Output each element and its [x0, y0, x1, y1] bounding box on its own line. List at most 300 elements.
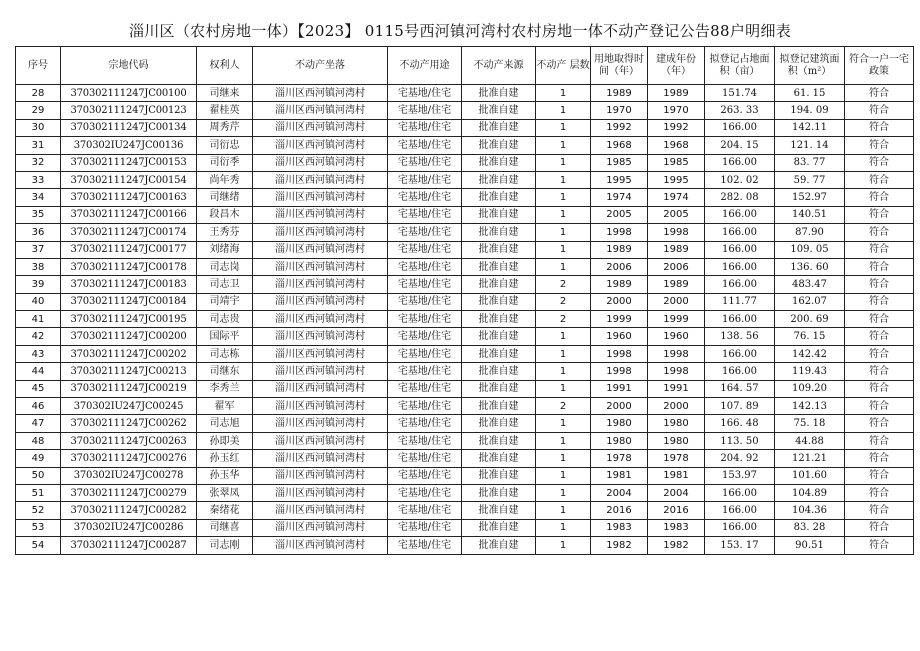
table-row	[16, 432, 914, 449]
floors-cell: 1	[536, 171, 591, 188]
land-year-cell: 1980	[591, 432, 648, 449]
owner-cell: 司衍季	[197, 154, 253, 171]
location-cell: 淄川区西河镇河湾村	[253, 154, 388, 171]
build-year-cell: 2000	[648, 398, 705, 415]
building-area-cell: 44.88	[775, 432, 845, 449]
floors-cell: 1	[536, 415, 591, 432]
seq-cell: 36	[16, 224, 61, 241]
policy-cell: 符合	[845, 189, 914, 206]
owner-cell: 翟桂英	[197, 102, 253, 119]
parcel-code-cell: 370302111247JC00183	[61, 276, 197, 293]
floors-cell: 1	[536, 119, 591, 136]
parcel-code-cell: 370302IU247JC00245	[61, 398, 197, 415]
source-cell: 批准自建	[462, 102, 536, 119]
build-year-cell: 1989	[648, 85, 705, 102]
building-area-cell: 194. 09	[775, 102, 845, 119]
owner-cell: 段昌木	[197, 206, 253, 223]
location-cell: 淄川区西河镇河湾村	[253, 206, 388, 223]
build-year-cell: 1989	[648, 276, 705, 293]
land-area-cell: 282. 08	[705, 189, 775, 206]
build-year-cell: 1995	[648, 171, 705, 188]
land-area-cell: 111.77	[705, 293, 775, 310]
owner-cell: 李秀兰	[197, 380, 253, 397]
land-area-cell: 263. 33	[705, 102, 775, 119]
land-area-cell: 164. 57	[705, 380, 775, 397]
policy-cell: 符合	[845, 450, 914, 467]
use-cell: 宅基地/住宅	[388, 363, 462, 380]
use-cell: 宅基地/住宅	[388, 189, 462, 206]
land-year-cell: 1989	[591, 276, 648, 293]
land-area-cell: 204. 92	[705, 450, 775, 467]
land-area-cell: 102. 02	[705, 171, 775, 188]
col-header-parcel-code: 宗地代码	[61, 47, 197, 85]
floors-cell: 2	[536, 311, 591, 328]
floors-cell: 1	[536, 328, 591, 345]
parcel-code-cell: 370302111247JC00282	[61, 502, 197, 519]
parcel-code-cell: 370302111247JC00200	[61, 328, 197, 345]
land-year-cell: 2000	[591, 293, 648, 310]
seq-cell: 28	[16, 85, 61, 102]
owner-cell: 司继绪	[197, 189, 253, 206]
land-year-cell: 1989	[591, 85, 648, 102]
floors-cell: 1	[536, 345, 591, 362]
owner-cell: 孙玉华	[197, 467, 253, 484]
table-row	[16, 258, 914, 275]
source-cell: 批准自建	[462, 415, 536, 432]
policy-cell: 符合	[845, 85, 914, 102]
table-row	[16, 206, 914, 223]
parcel-code-cell: 370302111247JC00262	[61, 415, 197, 432]
owner-cell: 刘绪海	[197, 241, 253, 258]
parcel-code-cell: 370302111247JC00263	[61, 432, 197, 449]
owner-cell: 国际平	[197, 328, 253, 345]
owner-cell: 秦绪花	[197, 502, 253, 519]
building-area-cell: 162.07	[775, 293, 845, 310]
policy-cell: 符合	[845, 345, 914, 362]
building-area-cell: 121. 14	[775, 137, 845, 154]
use-cell: 宅基地/住宅	[388, 467, 462, 484]
source-cell: 批准自建	[462, 224, 536, 241]
source-cell: 批准自建	[462, 276, 536, 293]
col-header-land-area: 拟登记占地面积（亩）	[705, 47, 775, 85]
land-area-cell: 166.00	[705, 502, 775, 519]
source-cell: 批准自建	[462, 258, 536, 275]
use-cell: 宅基地/住宅	[388, 154, 462, 171]
use-cell: 宅基地/住宅	[388, 415, 462, 432]
owner-cell: 司志旭	[197, 415, 253, 432]
policy-cell: 符合	[845, 293, 914, 310]
parcel-code-cell: 370302111247JC00123	[61, 102, 197, 119]
use-cell: 宅基地/住宅	[388, 345, 462, 362]
source-cell: 批准自建	[462, 241, 536, 258]
parcel-code-cell: 370302111247JC00279	[61, 484, 197, 501]
build-year-cell: 1980	[648, 415, 705, 432]
land-year-cell: 1998	[591, 224, 648, 241]
use-cell: 宅基地/住宅	[388, 398, 462, 415]
seq-cell: 54	[16, 537, 61, 554]
land-area-cell: 166. 48	[705, 415, 775, 432]
land-area-cell: 153.97	[705, 467, 775, 484]
build-year-cell: 1999	[648, 311, 705, 328]
table-header-row	[16, 47, 914, 85]
build-year-cell: 2004	[648, 484, 705, 501]
owner-cell: 司志贵	[197, 311, 253, 328]
parcel-code-cell: 370302111247JC00276	[61, 450, 197, 467]
floors-cell: 1	[536, 537, 591, 554]
floors-cell: 1	[536, 363, 591, 380]
use-cell: 宅基地/住宅	[388, 85, 462, 102]
build-year-cell: 1985	[648, 154, 705, 171]
land-area-cell: 166.00	[705, 311, 775, 328]
policy-cell: 符合	[845, 537, 914, 554]
land-area-cell: 153. 17	[705, 537, 775, 554]
building-area-cell: 61. 15	[775, 85, 845, 102]
policy-cell: 符合	[845, 432, 914, 449]
col-header-owner: 权利人	[197, 47, 253, 85]
building-area-cell: 104.89	[775, 484, 845, 501]
land-year-cell: 1974	[591, 189, 648, 206]
building-area-cell: 483.47	[775, 276, 845, 293]
use-cell: 宅基地/住宅	[388, 502, 462, 519]
land-year-cell: 1998	[591, 345, 648, 362]
owner-cell: 周秀芹	[197, 119, 253, 136]
building-area-cell: 121.21	[775, 450, 845, 467]
use-cell: 宅基地/住宅	[388, 311, 462, 328]
land-year-cell: 1983	[591, 519, 648, 536]
land-area-cell: 166.00	[705, 206, 775, 223]
seq-cell: 40	[16, 293, 61, 310]
build-year-cell: 1970	[648, 102, 705, 119]
policy-cell: 符合	[845, 154, 914, 171]
land-year-cell: 1989	[591, 241, 648, 258]
source-cell: 批准自建	[462, 467, 536, 484]
build-year-cell: 2006	[648, 258, 705, 275]
owner-cell: 司志卫	[197, 276, 253, 293]
parcel-code-cell: 370302111247JC00166	[61, 206, 197, 223]
policy-cell: 符合	[845, 137, 914, 154]
policy-cell: 符合	[845, 502, 914, 519]
floors-cell: 1	[536, 241, 591, 258]
use-cell: 宅基地/住宅	[388, 432, 462, 449]
table-row	[16, 467, 914, 484]
parcel-code-cell: 370302111247JC00213	[61, 363, 197, 380]
table-row	[16, 293, 914, 310]
source-cell: 批准自建	[462, 502, 536, 519]
policy-cell: 符合	[845, 311, 914, 328]
location-cell: 淄川区西河镇河湾村	[253, 484, 388, 501]
policy-cell: 符合	[845, 258, 914, 275]
owner-cell: 司志刚	[197, 537, 253, 554]
build-year-cell: 1998	[648, 363, 705, 380]
location-cell: 淄川区西河镇河湾村	[253, 328, 388, 345]
location-cell: 淄川区西河镇河湾村	[253, 519, 388, 536]
location-cell: 淄川区西河镇河湾村	[253, 502, 388, 519]
seq-cell: 53	[16, 519, 61, 536]
land-year-cell: 1981	[591, 467, 648, 484]
policy-cell: 符合	[845, 241, 914, 258]
parcel-code-cell: 370302111247JC00100	[61, 85, 197, 102]
owner-cell: 司继喜	[197, 519, 253, 536]
land-area-cell: 151.74	[705, 85, 775, 102]
land-area-cell: 166.00	[705, 241, 775, 258]
use-cell: 宅基地/住宅	[388, 119, 462, 136]
use-cell: 宅基地/住宅	[388, 102, 462, 119]
table-row	[16, 345, 914, 362]
seq-cell: 49	[16, 450, 61, 467]
build-year-cell: 1980	[648, 432, 705, 449]
owner-cell: 司志栋	[197, 345, 253, 362]
use-cell: 宅基地/住宅	[388, 258, 462, 275]
policy-cell: 符合	[845, 467, 914, 484]
parcel-code-cell: 370302111247JC00174	[61, 224, 197, 241]
seq-cell: 39	[16, 276, 61, 293]
owner-cell: 孙玉红	[197, 450, 253, 467]
land-area-cell: 204. 15	[705, 137, 775, 154]
source-cell: 批准自建	[462, 328, 536, 345]
floors-cell: 1	[536, 467, 591, 484]
parcel-code-cell: 370302IU247JC00278	[61, 467, 197, 484]
location-cell: 淄川区西河镇河湾村	[253, 450, 388, 467]
building-area-cell: 109. 05	[775, 241, 845, 258]
land-year-cell: 1970	[591, 102, 648, 119]
policy-cell: 符合	[845, 171, 914, 188]
location-cell: 淄川区西河镇河湾村	[253, 171, 388, 188]
source-cell: 批准自建	[462, 363, 536, 380]
floors-cell: 1	[536, 85, 591, 102]
seq-cell: 50	[16, 467, 61, 484]
source-cell: 批准自建	[462, 293, 536, 310]
col-header-seq: 序号	[16, 47, 61, 85]
table-row	[16, 189, 914, 206]
floors-cell: 1	[536, 154, 591, 171]
col-header-policy: 符合一户一宅政策	[845, 47, 914, 85]
table-row	[16, 102, 914, 119]
building-area-cell: 87.90	[775, 224, 845, 241]
parcel-code-cell: 370302111247JC00202	[61, 345, 197, 362]
land-area-cell: 166.00	[705, 345, 775, 362]
use-cell: 宅基地/住宅	[388, 380, 462, 397]
seq-cell: 52	[16, 502, 61, 519]
build-year-cell: 1960	[648, 328, 705, 345]
building-area-cell: 200. 69	[775, 311, 845, 328]
col-header-location: 不动产坐落	[253, 47, 388, 85]
table-row	[16, 224, 914, 241]
location-cell: 淄川区西河镇河湾村	[253, 102, 388, 119]
seq-cell: 43	[16, 345, 61, 362]
parcel-code-cell: 370302111247JC00195	[61, 311, 197, 328]
use-cell: 宅基地/住宅	[388, 224, 462, 241]
source-cell: 批准自建	[462, 189, 536, 206]
floors-cell: 1	[536, 102, 591, 119]
build-year-cell: 2000	[648, 293, 705, 310]
seq-cell: 45	[16, 380, 61, 397]
parcel-code-cell: 370302111247JC00287	[61, 537, 197, 554]
seq-cell: 33	[16, 171, 61, 188]
land-area-cell: 107. 89	[705, 398, 775, 415]
location-cell: 淄川区西河镇河湾村	[253, 189, 388, 206]
building-area-cell: 83. 28	[775, 519, 845, 536]
land-area-cell: 166.00	[705, 484, 775, 501]
land-area-cell: 166.00	[705, 154, 775, 171]
policy-cell: 符合	[845, 224, 914, 241]
owner-cell: 王秀芬	[197, 224, 253, 241]
table-row	[16, 519, 914, 536]
parcel-code-cell: 370302IU247JC00286	[61, 519, 197, 536]
build-year-cell: 1989	[648, 241, 705, 258]
build-year-cell: 1982	[648, 537, 705, 554]
build-year-cell: 1983	[648, 519, 705, 536]
table-row	[16, 119, 914, 136]
land-year-cell: 1985	[591, 154, 648, 171]
location-cell: 淄川区西河镇河湾村	[253, 293, 388, 310]
location-cell: 淄川区西河镇河湾村	[253, 276, 388, 293]
source-cell: 批准自建	[462, 484, 536, 501]
use-cell: 宅基地/住宅	[388, 137, 462, 154]
land-year-cell: 2005	[591, 206, 648, 223]
use-cell: 宅基地/住宅	[388, 171, 462, 188]
building-area-cell: 140.51	[775, 206, 845, 223]
land-year-cell: 1992	[591, 119, 648, 136]
land-year-cell: 1960	[591, 328, 648, 345]
building-area-cell: 152.97	[775, 189, 845, 206]
building-area-cell: 76. 15	[775, 328, 845, 345]
floors-cell: 2	[536, 398, 591, 415]
table-row	[16, 415, 914, 432]
col-header-floors: 不动产 层数	[536, 47, 591, 85]
land-year-cell: 1998	[591, 363, 648, 380]
land-year-cell: 1980	[591, 415, 648, 432]
build-year-cell: 1978	[648, 450, 705, 467]
policy-cell: 符合	[845, 102, 914, 119]
table-row	[16, 85, 914, 102]
owner-cell: 司继东	[197, 363, 253, 380]
location-cell: 淄川区西河镇河湾村	[253, 537, 388, 554]
table-row	[16, 363, 914, 380]
land-area-cell: 166.00	[705, 224, 775, 241]
owner-cell: 张翠凤	[197, 484, 253, 501]
floors-cell: 1	[536, 137, 591, 154]
land-area-cell: 113. 50	[705, 432, 775, 449]
table-row	[16, 171, 914, 188]
table-row	[16, 380, 914, 397]
owner-cell: 司靖宇	[197, 293, 253, 310]
parcel-code-cell: 370302111247JC00154	[61, 171, 197, 188]
floors-cell: 1	[536, 224, 591, 241]
use-cell: 宅基地/住宅	[388, 293, 462, 310]
floors-cell: 2	[536, 276, 591, 293]
seq-cell: 42	[16, 328, 61, 345]
floors-cell: 1	[536, 380, 591, 397]
build-year-cell: 1968	[648, 137, 705, 154]
use-cell: 宅基地/住宅	[388, 206, 462, 223]
land-year-cell: 2000	[591, 398, 648, 415]
build-year-cell: 2005	[648, 206, 705, 223]
seq-cell: 44	[16, 363, 61, 380]
owner-cell: 司继来	[197, 85, 253, 102]
owner-cell: 尚年秀	[197, 171, 253, 188]
building-area-cell: 101.60	[775, 467, 845, 484]
source-cell: 批准自建	[462, 206, 536, 223]
location-cell: 淄川区西河镇河湾村	[253, 85, 388, 102]
source-cell: 批准自建	[462, 345, 536, 362]
parcel-code-cell: 370302111247JC00153	[61, 154, 197, 171]
source-cell: 批准自建	[462, 119, 536, 136]
source-cell: 批准自建	[462, 171, 536, 188]
location-cell: 淄川区西河镇河湾村	[253, 345, 388, 362]
seq-cell: 31	[16, 137, 61, 154]
seq-cell: 34	[16, 189, 61, 206]
build-year-cell: 1981	[648, 467, 705, 484]
floors-cell: 1	[536, 432, 591, 449]
seq-cell: 29	[16, 102, 61, 119]
building-area-cell: 136. 60	[775, 258, 845, 275]
use-cell: 宅基地/住宅	[388, 328, 462, 345]
floors-cell: 1	[536, 450, 591, 467]
land-area-cell: 166.00	[705, 519, 775, 536]
seq-cell: 38	[16, 258, 61, 275]
land-area-cell: 166.00	[705, 258, 775, 275]
land-year-cell: 2004	[591, 484, 648, 501]
building-area-cell: 142.11	[775, 119, 845, 136]
building-area-cell: 83. 77	[775, 154, 845, 171]
owner-cell: 翟军	[197, 398, 253, 415]
floors-cell: 1	[536, 189, 591, 206]
table-row	[16, 502, 914, 519]
source-cell: 批准自建	[462, 154, 536, 171]
use-cell: 宅基地/住宅	[388, 241, 462, 258]
parcel-code-cell: 370302111247JC00163	[61, 189, 197, 206]
land-year-cell: 1991	[591, 380, 648, 397]
building-area-cell: 90.51	[775, 537, 845, 554]
source-cell: 批准自建	[462, 380, 536, 397]
source-cell: 批准自建	[462, 450, 536, 467]
table-row	[16, 398, 914, 415]
source-cell: 批准自建	[462, 85, 536, 102]
policy-cell: 符合	[845, 363, 914, 380]
location-cell: 淄川区西河镇河湾村	[253, 137, 388, 154]
use-cell: 宅基地/住宅	[388, 484, 462, 501]
policy-cell: 符合	[845, 484, 914, 501]
location-cell: 淄川区西河镇河湾村	[253, 119, 388, 136]
use-cell: 宅基地/住宅	[388, 519, 462, 536]
owner-cell: 孙即美	[197, 432, 253, 449]
table-body	[16, 85, 914, 555]
parcel-code-cell: 370302111247JC00177	[61, 241, 197, 258]
location-cell: 淄川区西河镇河湾村	[253, 467, 388, 484]
floors-cell: 2	[536, 293, 591, 310]
owner-cell: 司衍忠	[197, 137, 253, 154]
table-row	[16, 450, 914, 467]
location-cell: 淄川区西河镇河湾村	[253, 258, 388, 275]
seq-cell: 48	[16, 432, 61, 449]
registration-table	[15, 46, 914, 555]
policy-cell: 符合	[845, 328, 914, 345]
seq-cell: 47	[16, 415, 61, 432]
location-cell: 淄川区西河镇河湾村	[253, 380, 388, 397]
floors-cell: 1	[536, 206, 591, 223]
parcel-code-cell: 370302111247JC00178	[61, 258, 197, 275]
land-area-cell: 138. 56	[705, 328, 775, 345]
land-year-cell: 2016	[591, 502, 648, 519]
table-row	[16, 537, 914, 554]
location-cell: 淄川区西河镇河湾村	[253, 241, 388, 258]
location-cell: 淄川区西河镇河湾村	[253, 398, 388, 415]
build-year-cell: 2016	[648, 502, 705, 519]
parcel-code-cell: 370302111247JC00184	[61, 293, 197, 310]
col-header-building-area: 拟登记建筑面积（m²）	[775, 47, 845, 85]
building-area-cell: 104.36	[775, 502, 845, 519]
table-row	[16, 276, 914, 293]
